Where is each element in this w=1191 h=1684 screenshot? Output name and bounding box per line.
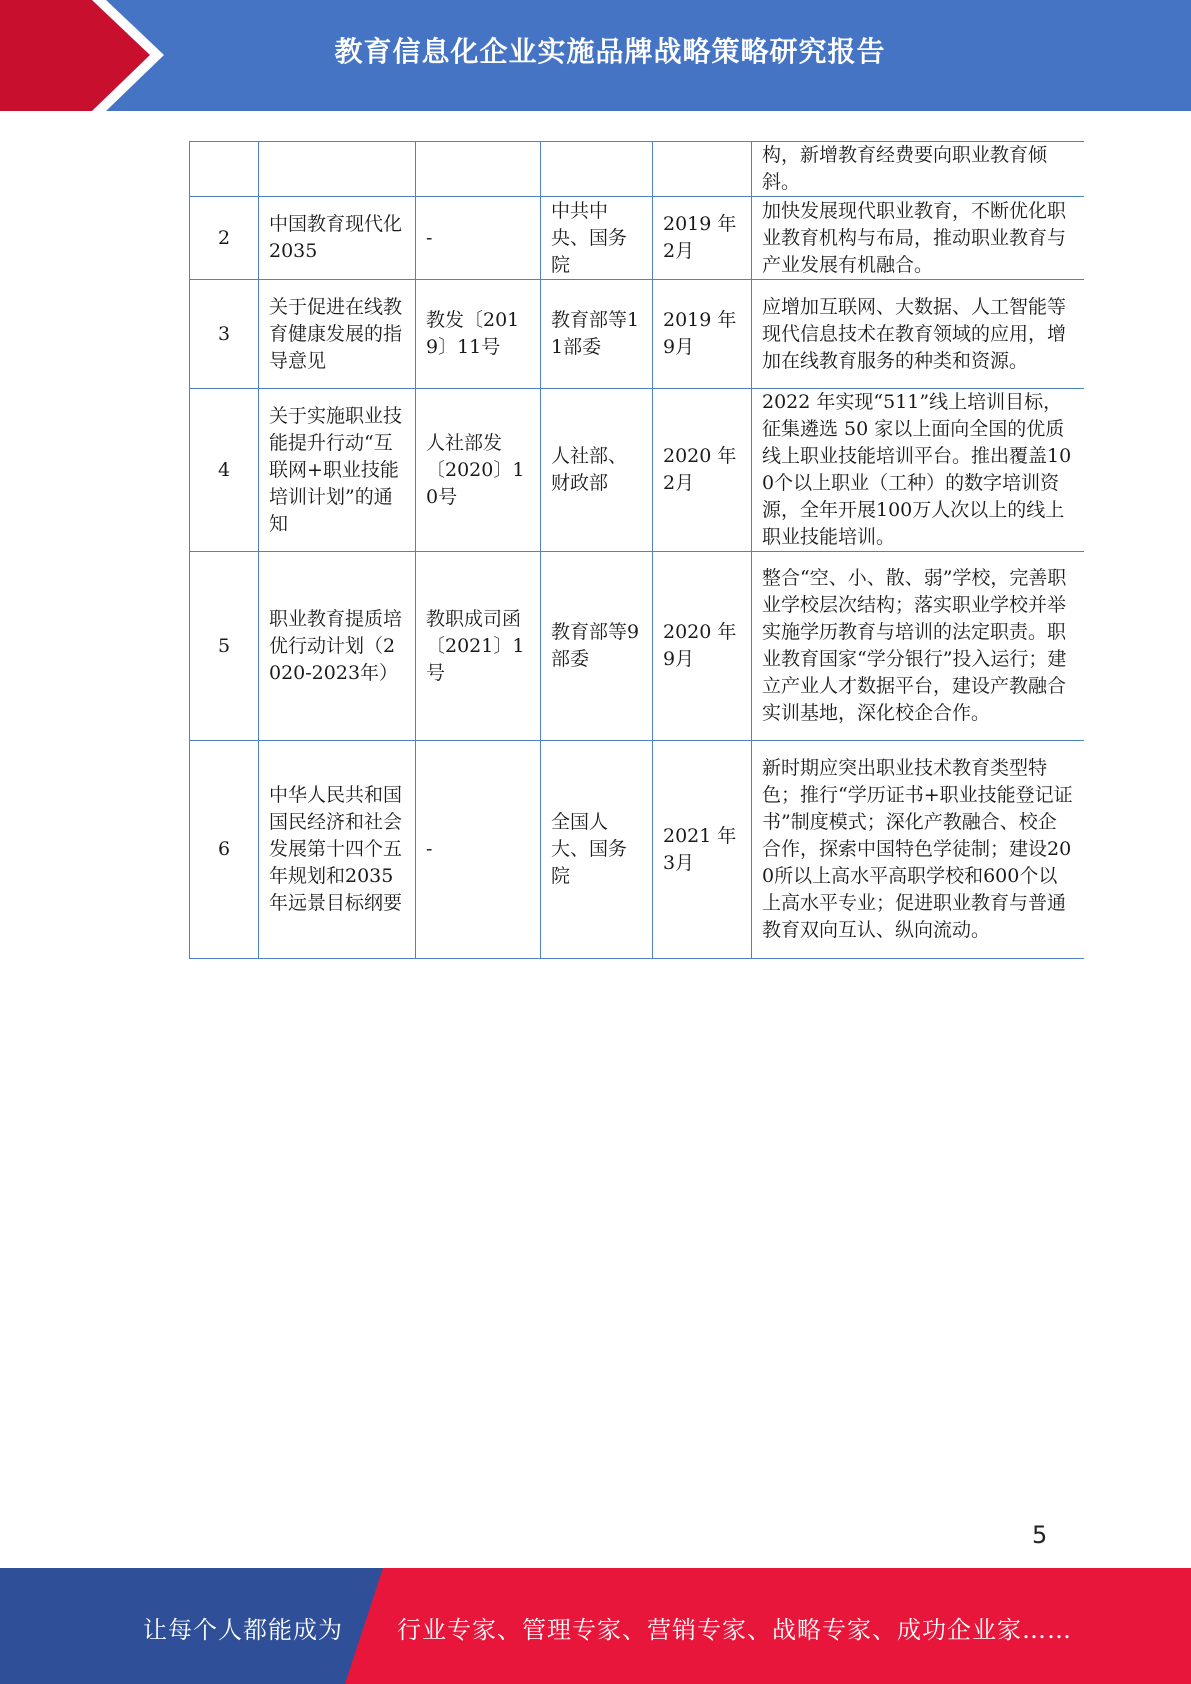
- page-number: 5: [1032, 1521, 1048, 1549]
- row-number: [190, 142, 259, 197]
- policy-content: 加快发展现代职业教育，不断优化职业教育机构与布局，推动职业教育与产业发展有机融合。: [752, 197, 1085, 280]
- document-number: [416, 142, 541, 197]
- table-row: [190, 741, 1085, 959]
- document-number: -: [416, 197, 541, 280]
- issue-date: 2020 年9月: [653, 552, 752, 741]
- header-red-chevron: [0, 0, 150, 111]
- policy-name: 关于促进在线教育健康发展的指导意见: [259, 280, 416, 389]
- policy-content: 构，新增教育经费要向职业教育倾斜。: [752, 142, 1085, 197]
- page-footer: [0, 1568, 1191, 1684]
- table-row: [190, 552, 1085, 741]
- page-header: [0, 0, 1191, 111]
- policy-name: 关于实施职业技能提升行动“互联网+职业技能培训计划”的通知: [259, 389, 416, 552]
- document-number: 人社部发〔2020〕10号: [416, 389, 541, 552]
- issue-date: 2021 年3月: [653, 741, 752, 959]
- table-row: [190, 197, 1085, 280]
- policy-table-region: [189, 141, 1084, 961]
- row-number: 3: [190, 280, 259, 389]
- issuing-authority: 教育部等9部委: [541, 552, 653, 741]
- issuing-authority: 人社部、财政部: [541, 389, 653, 552]
- issuing-authority: [541, 142, 653, 197]
- policy-name: [259, 142, 416, 197]
- document-number: -: [416, 741, 541, 959]
- row-number: 4: [190, 389, 259, 552]
- policy-name: 职业教育提质培优行动计划（2020-2023年）: [259, 552, 416, 741]
- row-number: 5: [190, 552, 259, 741]
- footer-slogan-lead: 让每个人都能成为: [143, 1616, 343, 1644]
- table-row: [190, 142, 1085, 197]
- issue-date: 2020 年2月: [653, 389, 752, 552]
- policy-content: 整合“空、小、散、弱”学校，完善职业学校层次结构；落实职业学校并举实施学历教育与培训的法定职责。职业教育国家“学分银行”投入运行；建立产业人才数据平台，建设产教融合实训基地，深化校企合作。: [752, 552, 1085, 741]
- issue-date: [653, 142, 752, 197]
- policy-content: 2022 年实现“511”线上培训目标，征集遴选 50 家以上面向全国的优质线上职业技能培训平台。推出覆盖100个以上职业（工种）的数字培训资源，全年开展100万人次以上的线上职业技能培训。: [752, 389, 1085, 552]
- issue-date: 2019 年2月: [653, 197, 752, 280]
- footer-slogan-roles: 行业专家、管理专家、营销专家、战略专家、成功企业家……: [397, 1616, 1072, 1644]
- policy-content: 新时期应突出职业技术教育类型特色；推行“学历证书+职业技能登记证书”制度模式；深化产教融合、校企合作，探索中国特色学徒制；建设200所以上高水平高职学校和600个以上高水平专业；促进职业教育与普通教育双向互认、纵向流动。: [752, 741, 1085, 959]
- policy-name: 中国教育现代化2035: [259, 197, 416, 280]
- document-number: 教发〔2019〕11号: [416, 280, 541, 389]
- issuing-authority: 全国人大、国务院: [541, 741, 653, 959]
- policy-content: 应增加互联网、大数据、人工智能等现代信息技术在教育领域的应用，增加在线教育服务的种类和资源。: [752, 280, 1085, 389]
- report-title: 教育信息化企业实施品牌战略策略研究报告: [334, 35, 886, 68]
- document-number: 教职成司函〔2021〕1号: [416, 552, 541, 741]
- issuing-authority: 中共中央、国务院: [541, 197, 653, 280]
- table-row: [190, 389, 1085, 552]
- row-number: 2: [190, 197, 259, 280]
- policy-table: [189, 141, 1084, 959]
- row-number: 6: [190, 741, 259, 959]
- issuing-authority: 教育部等11部委: [541, 280, 653, 389]
- issue-date: 2019 年9月: [653, 280, 752, 389]
- policy-name: 中华人民共和国国民经济和社会发展第十四个五年规划和2035年远景目标纲要: [259, 741, 416, 959]
- table-row: [190, 280, 1085, 389]
